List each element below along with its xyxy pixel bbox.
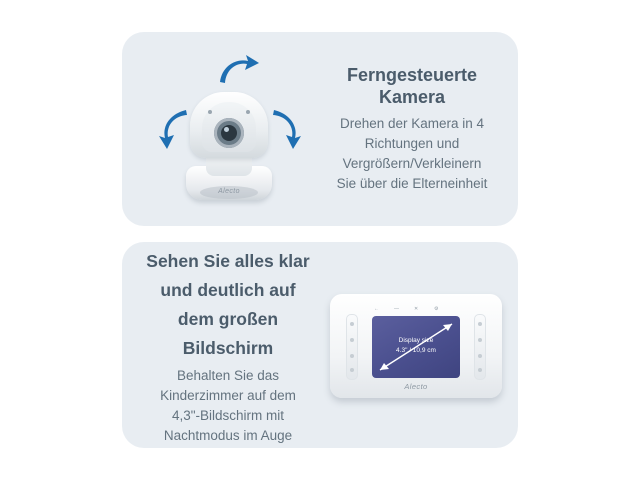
diagonal-measure-arrow-icon (372, 316, 460, 378)
remote-camera-body-line-4: Sie über die Elterneinheit (336, 176, 488, 191)
remote-camera-body-line-2: Richtungen und (364, 136, 460, 151)
monitor-right-button-strip (474, 314, 486, 380)
arrow-right-icon (268, 106, 304, 152)
monitor-right-dot-1 (478, 322, 482, 326)
monitor-brand-label: Alecto (404, 382, 428, 391)
remote-camera-body-line-3: Vergrößern/Verkleinern (342, 156, 482, 171)
large-screen-body-line-1: Behalten Sie das (176, 368, 280, 383)
monitor-screen-label-line-2: 4.3" / 10,9 cm (396, 347, 436, 354)
camera-led-right (246, 110, 250, 114)
baby-camera-illustration (140, 48, 310, 218)
monitor-top-button-2: — (394, 306, 399, 312)
monitor-left-dot-4 (350, 368, 354, 372)
monitor-left-button-strip (346, 314, 358, 380)
arrow-up-icon (216, 54, 260, 88)
arrow-left-icon (156, 106, 192, 152)
monitor-screen-label-line-1: Display size (398, 337, 434, 344)
camera-led-left (208, 110, 212, 114)
monitor-left-dot-3 (350, 354, 354, 358)
monitor-right-dot-3 (478, 354, 482, 358)
monitor-body (330, 294, 502, 398)
large-screen-headline-line-3: dem großen (177, 309, 279, 329)
large-screen-headline-line-2: und deutlich auf (160, 280, 296, 300)
monitor-right-dot-2 (478, 338, 482, 342)
remote-camera-body-line-1: Drehen der Kamera in 4 (339, 116, 485, 131)
large-screen-body-line-2: Kinderzimmer auf dem (160, 388, 296, 403)
monitor-top-button-1: ← (374, 306, 379, 312)
remote-camera-headline: Ferngesteuerte Kamera (346, 65, 478, 107)
large-screen-body-line-3: 4,3"-Bildschirm mit (171, 408, 285, 423)
monitor-left-dot-2 (350, 338, 354, 342)
monitor-top-button-4: ⚙ (434, 306, 439, 312)
monitor-top-button-3: ✕ (414, 306, 419, 312)
remote-camera-text-block (312, 64, 512, 194)
large-screen-text-block (128, 250, 328, 446)
large-screen-headline-line-1: Sehen Sie alles klar (146, 251, 310, 271)
large-screen-headline-line-4: Bildschirm (182, 338, 274, 358)
parent-monitor-illustration (330, 288, 502, 404)
large-screen-body-line-4: Nachtmodus im Auge (163, 428, 293, 443)
camera-brand-label: Alecto (218, 188, 240, 195)
monitor-left-dot-1 (350, 322, 354, 326)
camera-lens-glint (224, 127, 229, 132)
monitor-right-dot-4 (478, 368, 482, 372)
